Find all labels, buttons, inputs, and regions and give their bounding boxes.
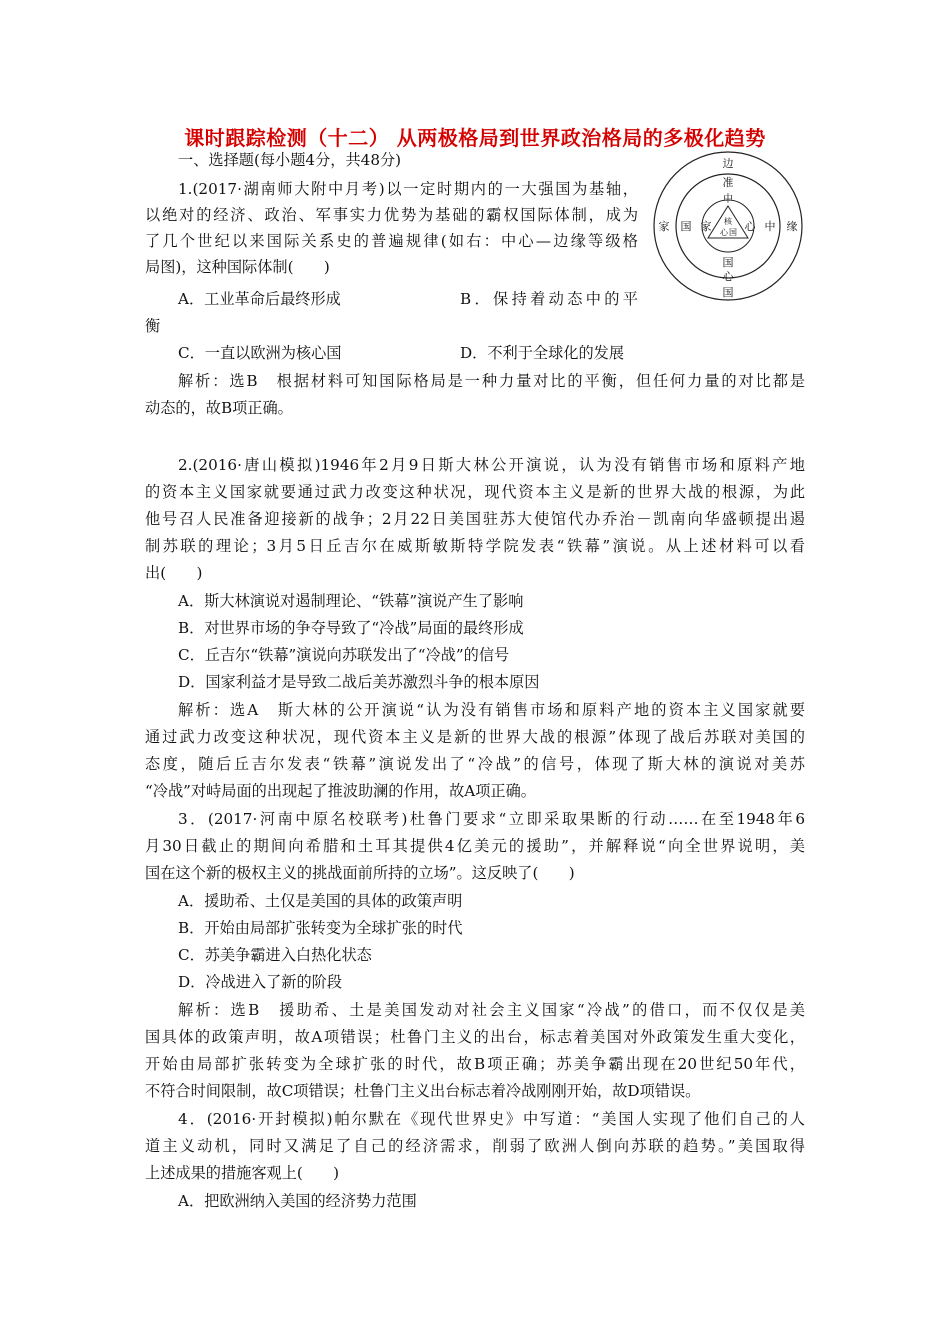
- diagram-middle-bottom: 国: [722, 256, 734, 269]
- q1-option-a: A．工业革命后最终形成: [178, 290, 341, 308]
- q1-analysis-2: 动态的，故B项正确。: [145, 399, 293, 417]
- q3-option-c: C．苏美争霸进入白热化状态: [178, 946, 372, 964]
- q1-line-1: 1.(2017·湖南师大附中月考)以一定时期内的一大强国为基轴，: [178, 180, 638, 198]
- diagram-core-1: 核: [724, 217, 732, 226]
- diagram-core-3: 国: [729, 228, 737, 237]
- page-title: 课时跟踪检测（十二） 从两极格局到世界政治格局的多极化趋势: [184, 126, 766, 150]
- diagram-middle-top-2: 中: [723, 194, 733, 205]
- diagram-middle-right: 中: [764, 220, 776, 233]
- q2-option-a: A．斯大林演说对遏制理论、“铁幕”演说产生了影响: [178, 592, 524, 610]
- q1-line-3: 了几个世纪以来国际关系史的普遍规律(如右：中心—边缘等级格: [145, 232, 638, 250]
- q3-analysis-2: 国具体的政策声明，故A项错误；杜鲁门主义的出台，标志着美国对外政策发生重大变化，: [145, 1028, 805, 1046]
- q2-option-b: B．对世界市场的争夺导致了“冷战”局面的最终形成: [178, 619, 524, 637]
- q1-option-b-cont: 衡: [145, 317, 161, 335]
- q3-option-d: D．冷战进入了新的阶段: [178, 973, 343, 991]
- q2-line-3: 他号召人民准备迎接新的战争；2月22日美国驻苏大使馆代办乔治－凯南向华盛顿提出遏: [145, 510, 805, 528]
- q2-line-2: 的资本主义国家就要通过武力改变这种状况，现代资本主义是新的世界大战的根源，为此: [145, 483, 805, 501]
- q3-option-b: B．开始由局部扩张转变为全球扩张的时代: [178, 919, 463, 937]
- q2-line-4: 制苏联的理论；3月5日丘吉尔在威斯敏斯特学院发表“铁幕”演说。从上述材料可以看: [145, 537, 805, 555]
- q1-option-b: B．保持着动态中的平: [460, 290, 638, 308]
- q2-line-1: 2.(2016·唐山模拟)1946年2月9日斯大林公开演说，认为没有销售市场和原料产地: [178, 456, 805, 474]
- diagram-middle-bottom-2: 心: [722, 270, 734, 283]
- q2-line-5: 出( ): [145, 564, 203, 582]
- diagram-outer-right: 缘: [786, 220, 798, 233]
- diagram-outer-1: 边: [722, 157, 734, 170]
- q2-analysis-4: “冷战”对峙局面的出现起了推波助澜的作用，故A项正确。: [145, 782, 536, 800]
- q4-line-3: 上述成果的措施客观上( ): [145, 1164, 340, 1182]
- q2-analysis-1: 解析：选A 斯大林的公开演说“认为没有销售市场和原料产地的资本主义国家就要: [178, 701, 805, 719]
- q3-option-a: A．援助希、土仅是美国的具体的政策声明: [178, 892, 463, 910]
- q2-analysis-2: 通过武力改变这种状况，现代资本主义是新的世界大战的根源”体现了战后苏联对美国的: [145, 728, 805, 746]
- q1-line-2: 以绝对的经济、政治、军事实力优势为基础的霸权国际体制，成为: [145, 206, 638, 224]
- q2-option-d: D．国家利益才是导致二战后美苏激烈斗争的根本原因: [178, 673, 540, 691]
- q1-analysis-1: 解析：选B 根据材料可知国际格局是一种力量对比的平衡，但任何力量的对比都是: [178, 372, 805, 390]
- q1-line-4: 局图)，这种国际体制( ): [145, 258, 330, 276]
- q1-option-c: C．一直以欧洲为核心国: [178, 344, 342, 362]
- diagram-middle-top: 准: [722, 176, 734, 189]
- diagram-middle-left: 国: [680, 220, 692, 233]
- q4-line-2: 道主义动机，同时又满足了自己的经济需求，削弱了欧洲人倒向苏联的趋势。”美国取得: [145, 1137, 805, 1155]
- diagram-outer-left: 家: [658, 220, 670, 233]
- section-heading: 一、选择题(每小题4分，共48分): [178, 151, 402, 169]
- diagram-inner-left: 家: [700, 220, 712, 233]
- diagram-inner-right: 心: [744, 220, 756, 233]
- q3-line-3: 国在这个新的极权主义的挑战面前所持的立场”。这反映了( ): [145, 864, 575, 882]
- center-periphery-diagram: [652, 150, 804, 302]
- q4-option-a: A．把欧洲纳入美国的经济势力范围: [178, 1192, 417, 1210]
- q2-analysis-3: 态度，随后丘吉尔发表“铁幕”演说发出了“冷战”的信号，体现了斯大林的演说对美苏: [145, 755, 805, 773]
- diagram-core-2: 心: [720, 228, 728, 237]
- q3-line-2: 月30日截止的期间向希腊和土耳其提供4亿美元的援助”，并解释说“向全世界说明，美: [145, 837, 805, 855]
- q3-analysis-3: 开始由局部扩张转变为全球扩张的时代，故B项正确；苏美争霸出现在20世纪50年代，: [145, 1055, 805, 1073]
- diagram-outer-4: 国: [722, 286, 734, 299]
- q3-line-1: 3．(2017·河南中原名校联考)杜鲁门要求“立即采取果断的行动……在至1948年6: [178, 810, 805, 828]
- q4-line-1: 4．(2016·开封模拟)帕尔默在《现代世界史》中写道：“美国人实现了他们自己的人: [178, 1110, 805, 1128]
- q3-analysis-1: 解析：选B 援助希、土是美国发动对社会主义国家“冷战”的借口，而不仅仅是美: [178, 1001, 805, 1019]
- q1-option-d: D．不利于全球化的发展: [460, 344, 625, 362]
- q3-analysis-4: 不符合时间限制，故C项错误；杜鲁门主义出台标志着冷战刚刚开始，故D项错误。: [145, 1082, 701, 1100]
- q2-option-c: C．丘吉尔“铁幕”演说向苏联发出了“冷战”的信号: [178, 646, 510, 664]
